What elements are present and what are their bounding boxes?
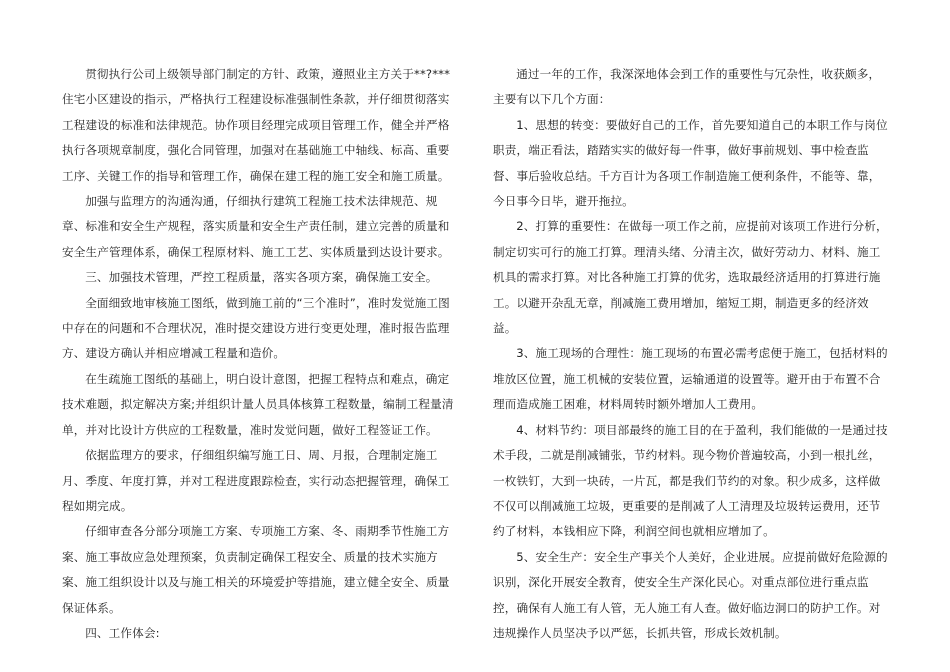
paragraph: 贯彻执行公司上级领导部门制定的方针、政策，遵照业主方关于**?***住宅小区建设的指示，严格执行工程建设标准强制性条款，并仔细贯彻落实工程建设的标准和法律规范。协作项目经理完成项目管理工作，健全并严格执行各项规章制度，强化合同管理，加强对在基础施工中轴线、标高、重要工序、关键工作的指导和管理工作，确保在建工程的施工安全和施工质量。 — [62, 67, 451, 183]
list-item: 1、思想的转变：要做好自己的工作，首先要知道自己的本职工作与岗位职责，端正看法，踏踏实实的做好每一件事，做好事前规划、事中检查监督、事后验收总结。千方百计为各项工作制造施工便利条件，不能等、靠，今日事今日毕，避开拖拉。 — [493, 117, 888, 209]
paragraph: 仔细审查各分部分项施工方案、专项施工方案、冬、雨期季节性施工方案、施工事故应急处理预案，负责制定确保工程安全、质量的技术实施方案、施工组织设计以及与施工相关的环境爱护等措施，建立健全安全、质量保证体系。 — [62, 524, 450, 615]
right-text-column — [493, 62, 891, 646]
paragraph: 通过一年的工作，我深深地体会到工作的重要性与冗杂性，收获颇多，主要有以下几个方面： — [493, 67, 881, 107]
list-item: 4、材料节约：项目部最终的施工目的在于盈利，我们能做的一是通过技术手段，二就是削减铺张，节约材料。现今物价普遍较高，小到一根扎丝，一枚铁钉，大到一块砖，一片瓦，都是我们节约的对象。积少成多，这样做不仅可以削减施工垃圾，更重要的是削减了人工清理及垃圾转运费用，还节约了材料，本钱相应下降，利润空间也就相应增加了。 — [493, 422, 888, 539]
list-item: 3、施工现场的合理性：施工现场的布置必需考虑便于施工，包括材料的堆放区位置，施工机械的安装位置，运输通道的设置等。避开由于布置不合理而造成施工困难，材料周转时额外增加人工费用。 — [493, 346, 888, 412]
paragraph: 全面细致地审核施工图纸，做到施工前的“三个准时”，准时发觉施工图中存在的问题和不合理状况，准时提交建设方进行变更处理，准时报告监理方、建设方确认并相应增减工程量和造价。 — [62, 295, 450, 361]
section-heading: 三、加强技术管理，严控工程质量，落实各项方案，确保施工安全。 — [85, 270, 438, 285]
list-item: 2、打算的重要性：在做每一项工作之前，应提前对该项工作进行分析，制定切实可行的施工打算。理清头绪、分清主次，做好劳动力、材料、施工机具的需求打算。对比各种施工打算的优劣，选取最经济适用的打算进行施工。以避开杂乱无章，削减施工费用增加，缩短工期，制造更多的经济效益。 — [493, 219, 888, 336]
paragraph: 在生疏施工图纸的基础上，明白设计意图，把握工程特点和难点，确定技术难题，拟定解决方案;并组织计量人员具体核算工程数量，编制工程量清单，并对比设计方供应的工程数量，准时发觉问题，做好工程签证工作。 — [62, 371, 454, 437]
list-item: 5、安全生产：安全生产事关个人美好，企业进展。应提前做好危险源的识别，深化开展安全教育，使安全生产深化民心。对重点部位进行重点监控，确保有人施工有人管，无人施工有人查。做好临边洞口的防护工作。对违规操作人员坚决予以严惩，长抓共管，形成长效机制。 — [493, 549, 888, 640]
paragraph: 加强与监理方的沟通沟通，仔细执行建筑工程施工技术法律规范、规章、标准和安全生产规程，落实质量和安全生产责任制，建立完善的质量和安全生产管理体系，确保工程原材料、施工工艺、实体质量到达设计要求。 — [62, 194, 450, 259]
paragraph: 依据监理方的要求，仔细组织编写施工日、周、月报，合理制定施工月、季度、年度打算，并对工程进度跟踪检查，实行动态把握管理，确保工程如期完成。 — [62, 448, 450, 513]
section-heading: 四、工作体会: — [85, 625, 160, 640]
left-text-column — [62, 62, 460, 646]
